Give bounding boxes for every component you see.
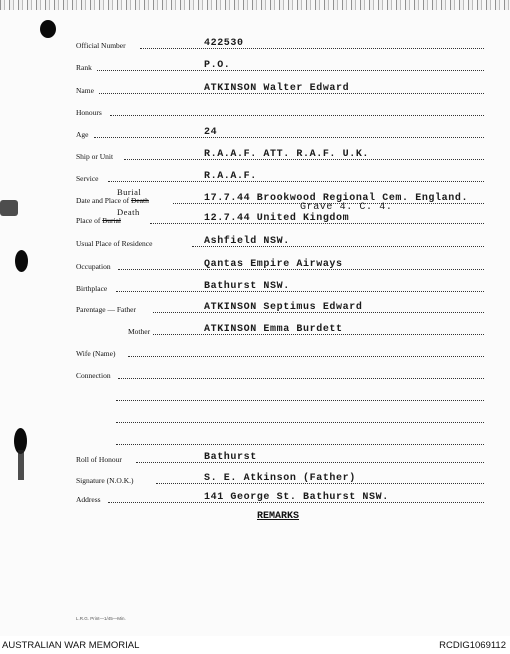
connection-line-4 (0, 430, 510, 448)
footer-left-caption: AUSTRALIAN WAR MEMORIAL (2, 640, 140, 651)
printer-note: L.R.G. Print—1/45—Min. (76, 616, 126, 621)
death-struck-word: Death (130, 196, 149, 205)
official-number-value: 422530 (204, 38, 244, 49)
place-of-death-value: 12.7.44 United Kingdom (204, 213, 350, 224)
dotted-line (116, 400, 484, 401)
row-mother (0, 320, 510, 338)
burial-struck-word: Burial (102, 216, 121, 225)
row-birthplace (0, 277, 510, 295)
ship-or-unit-value: R.A.A.F. ATT. R.A.F. U.K. (204, 149, 370, 160)
place-of-label (76, 216, 121, 225)
father-value: ATKINSON Septimus Edward (204, 302, 363, 313)
scanned-top-edge (0, 0, 510, 10)
row-service (0, 167, 510, 185)
row-place-of-death (0, 209, 510, 227)
row-father (0, 298, 510, 316)
date-place-label (76, 196, 149, 205)
signature-label: Signature (N.O.K.) (76, 476, 134, 485)
occupation-label: Occupation (76, 262, 111, 271)
mother-label: Mother (128, 327, 151, 336)
burial-added-word: Burial (117, 187, 142, 197)
mother-value: ATKINSON Emma Burdett (204, 324, 343, 335)
birthplace-label: Birthplace (76, 284, 108, 293)
address-label: Address (76, 495, 101, 504)
row-usual-residence (0, 232, 510, 250)
row-date-place-burial (0, 187, 510, 213)
remarks-heading: REMARKS (257, 511, 300, 522)
dotted-line (94, 137, 484, 138)
dotted-line (97, 70, 484, 71)
row-age (0, 123, 510, 141)
ship-or-unit-label: Ship or Unit (76, 152, 114, 161)
usual-residence-label: Usual Place of Residence (76, 239, 153, 248)
roll-of-honour-value: Bathurst (204, 452, 257, 463)
age-value: 24 (204, 127, 218, 138)
dotted-line (128, 356, 484, 357)
dotted-line (116, 291, 484, 292)
dotted-line (136, 462, 484, 463)
dotted-line (110, 115, 484, 116)
occupation-value: Qantas Empire Airways (204, 259, 343, 270)
birthplace-value: Bathurst NSW. (204, 281, 290, 292)
official-number-label: Official Number (76, 41, 126, 50)
date-place-label-text: Date and Place of (76, 196, 130, 205)
age-label: Age (76, 130, 89, 139)
grave-note: Grave 4. C. 4. (300, 202, 393, 213)
name-value: ATKINSON Walter Edward (204, 83, 350, 94)
dotted-line (140, 48, 484, 49)
place-of-label-text: Place of (76, 216, 101, 225)
connection-label: Connection (76, 371, 111, 380)
row-ship-or-unit (0, 145, 510, 163)
signature-value: S. E. Atkinson (Father) (204, 473, 356, 484)
dotted-line (118, 378, 484, 379)
row-honours (0, 101, 510, 119)
death-added-word: Death (117, 207, 140, 217)
row-address (0, 488, 510, 506)
wife-label: Wife (Name) (76, 349, 116, 358)
rank-value: P.O. (204, 60, 231, 71)
roll-of-honour-label: Roll of Honour (76, 455, 122, 464)
dotted-line (108, 181, 484, 182)
row-connection (0, 364, 510, 382)
rank-label: Rank (76, 63, 92, 72)
row-rank (0, 56, 510, 74)
dotted-line (116, 444, 484, 445)
row-occupation (0, 255, 510, 273)
usual-residence-value: Ashfield NSW. (204, 236, 290, 247)
service-value: R.A.A.F. (204, 171, 257, 182)
dotted-line (116, 422, 484, 423)
connection-line-2 (0, 386, 510, 404)
row-name (0, 79, 510, 97)
row-roll-of-honour (0, 448, 510, 466)
service-label: Service (76, 174, 99, 183)
name-label: Name (76, 86, 94, 95)
row-signature (0, 469, 510, 487)
father-label: Parentage — Father (76, 305, 136, 314)
honours-label: Honours (76, 108, 102, 117)
date-place-burial-value: 17.7.44 Brookwood Regional Cem. England. (204, 193, 469, 204)
row-official-number (0, 34, 510, 52)
connection-line-3 (0, 408, 510, 426)
footer-right-caption: RCDIG1069112 (439, 640, 506, 651)
row-wife (0, 342, 510, 360)
address-value: 141 George St. Bathurst NSW. (204, 492, 389, 503)
